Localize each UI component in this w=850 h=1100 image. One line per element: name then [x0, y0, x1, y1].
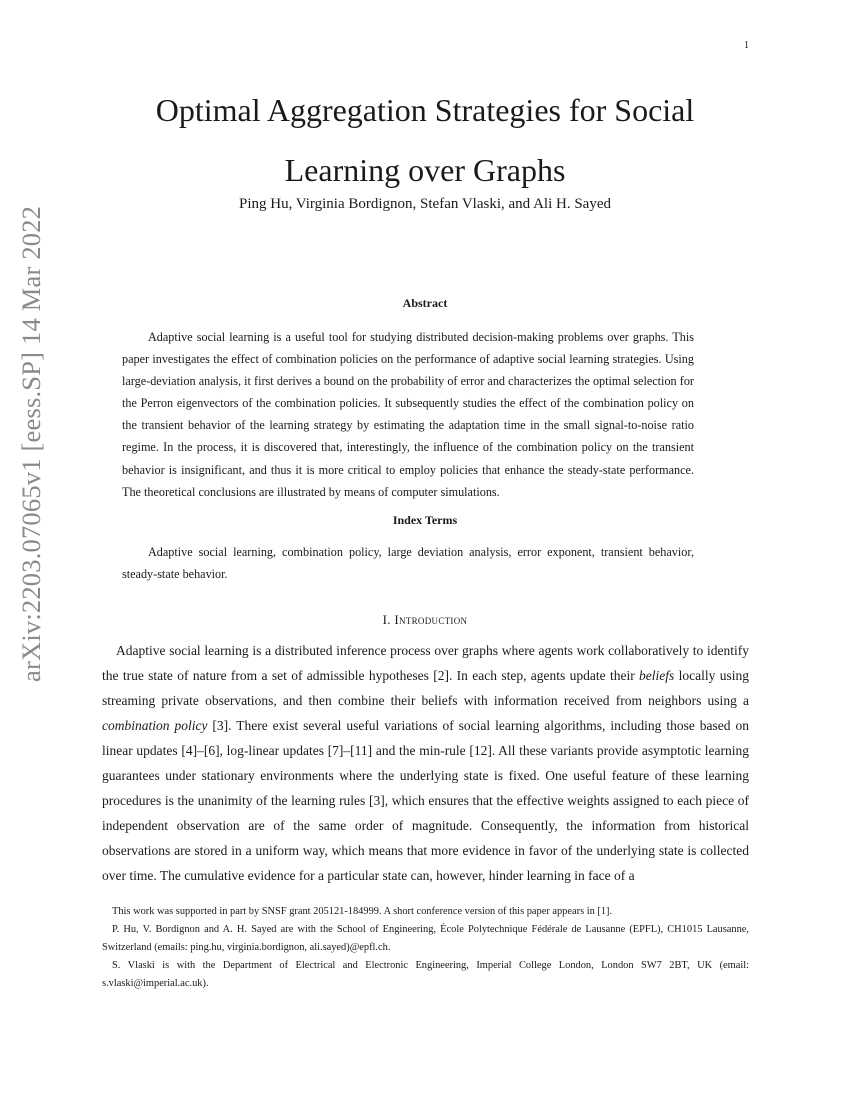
intro-emphasis-combination-policy: combination policy [102, 718, 208, 733]
page-number: 1 [744, 40, 749, 51]
section-title: Introduction [394, 612, 468, 627]
author-list: Ping Hu, Virginia Bordignon, Stefan Vlaski, and Ali H. Sayed [238, 196, 611, 212]
intro-emphasis-beliefs: beliefs [639, 668, 675, 683]
abstract-text: Adaptive social learning is a useful tool for studying distributed decision-making problems over graphs. This paper investigates the effect of combination policies on the performance of adaptive social learning strategies. Using large-deviation analysis, it first derives a bound on the probability of error and characterizes the optimal selection for the Perron eigenvectors of the combination policies. It subsequently studies the effect of the combination policy on the transient behavior of the learning strategy by estimating the adaptation time in the small signal-to-noise ratio regime. In the process, it is discovered that, interestingly, the influence of the combination policy on the transient behavior is insignificant, and thus it is more critical to employ policies that enhance the steady-state performance. The theoretical conclusions are illustrated by means of computer simulations. [122, 330, 694, 499]
abstract-heading: Abstract [402, 296, 448, 310]
index-terms-text: Adaptive social learning, combination policy, large deviation analysis, error exponent, transient behavior, steady-state behavior. [122, 545, 694, 582]
intro-text-3: [3]. There exist several useful variations of social learning algorithms, including those based on linear updates [4]–[6], log-linear updates [7]–[11] and the min-rule [12]. All these variants provide asymptotic learning guarantees under stationary environments where the underlying state is fixed. One useful feature of these learning procedures is the unanimity of the learning rules [3], which ensures that the effective weights assigned to each piece of independent observation are of the same order of magnitude. Consequently, the information from historical observations are stored in a uniform way, which means that more evidence in favor of the underlying state is collected over time. The cumulative evidence for a particular state can, however, hinder learning in face of a [102, 718, 749, 883]
footnote-affiliation-epfl: P. Hu, V. Bordignon and A. H. Sayed are with the School of Engineering, École Polytechnique Fédérale de Lausanne (EPFL), CH1015 Lausanne, Switzerland (emails: ping.hu, virginia.bordignon, ali.sayed)@epfl.ch. [102, 924, 749, 953]
intro-text-2: locally using streaming private observations, and then combine their beliefs with information received from neighbors using a [102, 668, 749, 708]
title-line-2: Learning over Graphs [284, 152, 566, 188]
paper-title [100, 80, 750, 200]
arxiv-identifier-stamp: arXiv:2203.07065v1 [eess.SP] 14 Mar 2022 [16, 205, 46, 682]
footnote-affiliation-imperial: S. Vlaski is with the Department of Electrical and Electronic Engineering, Imperial College London, London SW7 2BT, UK (email: s.vlaski@imperial.ac.uk). [102, 960, 749, 989]
section-numeral: I. [382, 612, 391, 627]
introduction-paragraph [102, 638, 749, 888]
footnote-funding: This work was supported in part by SNSF grant 205121-184999. A short conference version of this paper appears in [1]. [112, 906, 613, 917]
index-terms-heading: Index Terms [392, 513, 458, 527]
intro-text-1: Adaptive social learning is a distributed inference process over graphs where agents work collaboratively to identify the true state of nature from a set of admissible hypotheses [2]. In each step, agents update their [102, 643, 749, 683]
introduction-heading [100, 612, 750, 628]
footnotes [102, 903, 749, 993]
title-line-1: Optimal Aggregation Strategies for Social [155, 92, 695, 128]
